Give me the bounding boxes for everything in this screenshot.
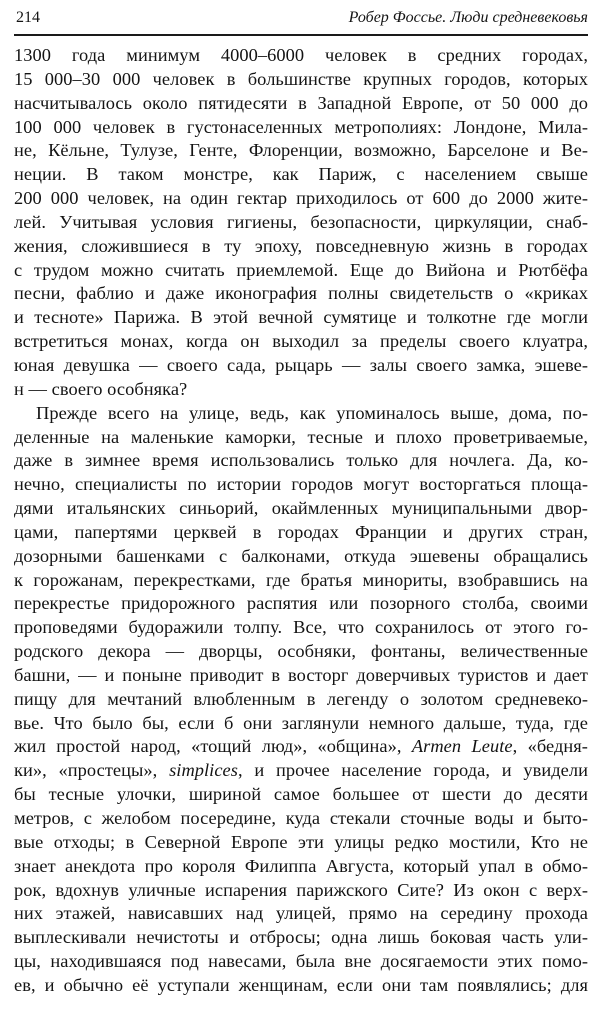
header-rule xyxy=(14,34,588,36)
paragraph-2 xyxy=(14,402,588,998)
text-line: перекрестье придорожного распятия или позорного столба, своими xyxy=(14,593,588,614)
italic-term: simplices xyxy=(169,760,238,781)
text-segment: ки», «простецы», xyxy=(14,760,170,781)
text-line: пищу для мечтаний влюбленным в легенду о золотом средневеко- xyxy=(14,688,588,709)
text-line: лей. Учитывая условия гигиены, безопасности, циркуляции, снаб- xyxy=(14,211,588,232)
text-line: дозорными башенками с балконами, откуда эшевены обращались xyxy=(14,545,588,566)
text-line: метров, с желобом посередине, куда стекали сточные воды и быто- xyxy=(14,808,588,828)
text-line: них этажей, нависавших над улицей, прямо на середину прохода xyxy=(14,903,588,924)
body-text xyxy=(14,44,588,998)
text-line: 15 000–30 000 человек в большинстве крупных городов, которых xyxy=(14,68,588,89)
text-line: песни, фаблио и даже иконография полны свидетельств о «криках xyxy=(14,283,588,304)
text-line: н — своего особняка? xyxy=(14,378,188,399)
text-line: родского декора — дворцы, особняки, фонтаны, величественные xyxy=(14,641,588,662)
text-line: выплескивали нечистоты и отбросы; одна лишь боковая часть ули- xyxy=(14,927,588,948)
text-line: с трудом можно считать приемлемой. Еще до Вийона и Рютбёфа xyxy=(14,259,588,280)
text-segment: , «бедня- xyxy=(512,736,588,757)
text-line: вье. Что было бы, если б они заглянули немного дальше, туда, где xyxy=(14,712,588,733)
text-segment: жил простой народ, «тощий люд», «община», xyxy=(14,736,412,757)
text-segment: , и прочее население города, и увидели xyxy=(237,760,588,781)
text-line: нечно, специалисты по истории городов могут восторгаться площа- xyxy=(14,474,588,495)
text-line: знает анекдота про короля Филиппа Августа, который упал в обмо- xyxy=(14,855,588,876)
text-line: деленные на маленькие каморки, тесные и плохо проветриваемые, xyxy=(14,426,588,447)
text-line xyxy=(14,735,588,759)
text-line xyxy=(14,759,588,783)
text-line: вые отходы; в Северной Европе эти улицы редко мостили, Кто не xyxy=(14,831,588,852)
text-line: цы, находившаяся под навесами, была вне досягаемости этих помо- xyxy=(14,951,588,972)
text-line: проповедями будоражили толпу. Все, что сохранилось от этого го- xyxy=(14,617,588,638)
text-line: к горожанам, перекрестками, где братья минориты, взобравшись на xyxy=(14,569,588,590)
text-line: 1300 года минимум 4000–6000 человек в средних городах, xyxy=(14,45,588,65)
paragraph-1 xyxy=(14,44,588,402)
text-line: не, Кёльне, Тулузе, Генте, Флоренции, возможно, Барселоне и Ве- xyxy=(14,140,588,161)
page-number: 214 xyxy=(16,9,40,26)
text-line: насчитывалось около пятидесяти в Западной Европе, от 50 000 до xyxy=(14,92,588,113)
page-header xyxy=(12,3,588,33)
text-line: 200 000 человек, на один гектар приходилось от 600 до 2000 жите- xyxy=(14,188,588,209)
text-line: бы тесные улочки, шириной самое большее от шести до десяти xyxy=(14,784,588,805)
italic-term: Armen Leute xyxy=(411,736,513,757)
text-line: юная девушка — своего сада, рыцарь — залы своего замка, эшеве- xyxy=(14,354,588,375)
text-line: встретиться монах, когда он выходил за пределы своего клуатра, xyxy=(14,331,588,352)
text-line: и тесноте» Парижа. В этой вечной сумятице и толкотне где могли xyxy=(14,307,588,328)
text-line: ев, и обычно её уступали женщинам, если они там появлялись; для xyxy=(14,974,588,995)
text-line: Прежде всего на улице, ведь, как упоминалось выше, дома, по- xyxy=(36,402,588,423)
text-line: дями итальянских синьорий, окаймленных муниципальными двор- xyxy=(14,498,588,519)
text-line: 100 000 человек в густонаселенных метрополиях: Лондоне, Мила- xyxy=(14,116,588,137)
text-line: башни, — и поныне приводит в восторг доверчивых туристов и дает xyxy=(14,664,588,685)
text-line: рок, вдохнув уличные испарения парижского Сите? Из окон с верх- xyxy=(14,879,588,900)
text-line: неции. В таком монстре, как Париж, с населением свыше xyxy=(14,164,588,185)
text-line: цами, папертями церквей в городах Франции и других стран, xyxy=(14,521,588,542)
text-line: жения, сложившиеся в ту эпоху, повседневную жизнь в городах xyxy=(14,235,588,256)
text-line: даже в зимнее время использовались только для ночлега. Да, ко- xyxy=(14,450,588,471)
running-title: Робер Фоссье. Люди средневековья xyxy=(348,9,588,26)
